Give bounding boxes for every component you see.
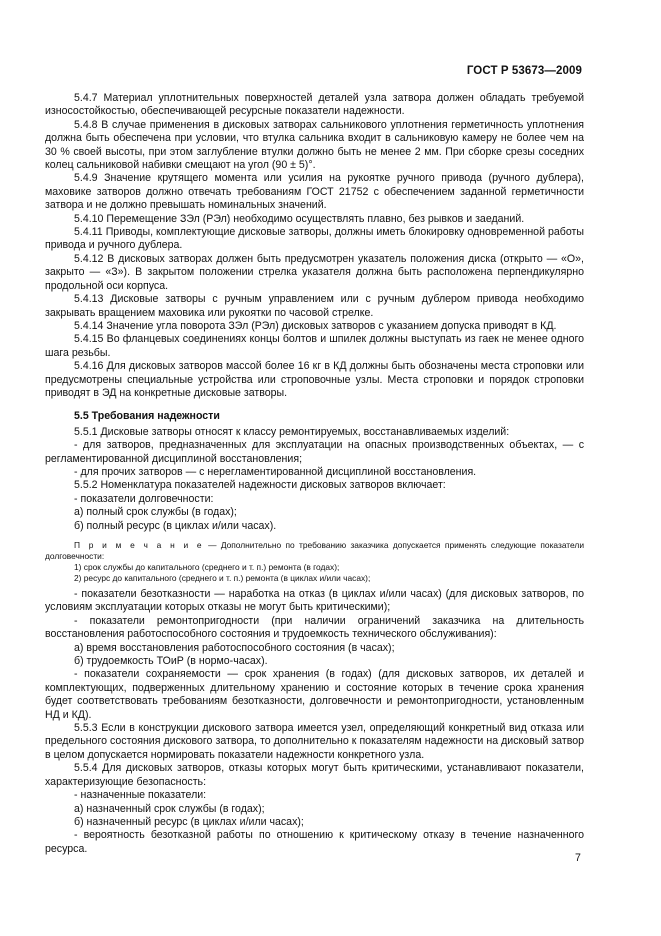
list-item: - показатели сохраняемости — срок хранения (в годах) (для дисковых затворов, их деталей и комплектующих, подверженных длительному хранению и состояние которых в течение срока хранения будет соответствовать требованиям безотказности, долговечности и ремонтопригодности, установленным НД и КД). [45,668,584,721]
paragraph-5-5-4: 5.5.4 Для дисковых затворов, отказы которых могут быть критическими, устанавливают показатели, характеризующие безопасность: [45,762,584,788]
note-item: 2) ресурс до капитального (среднего и т. п.) ремонта (в циклах и/или часах); [74,573,371,583]
paragraph-5-4-16: 5.4.16 Для дисковых затворов массой более 16 кг в КД должны быть обозначены места строповки или предусмотрены специальные устройства или строповочные узлы. Места строповки и порядок строповки приводят в ЭД на конкретные дисковые затворы. [45,360,584,399]
list-item: - показатели долговечности: [74,492,214,505]
note-label: П р и м е ч а н и е [74,540,204,550]
list-item: - для затворов, предназначенных для эксплуатации на опасных производственных объектах, — с регламентированной дисциплиной восстановления; [45,439,584,465]
paragraph-5-4-11: 5.4.11 Приводы, комплектующие дисковые затворы, должны иметь блокировку одновременной работы привода и ручного дублера. [45,226,584,252]
list-item: а) время восстановления работоспособного состояния (в часах); [74,641,395,654]
paragraph-5-4-9: 5.4.9 Значение крутящего момента или усилия на рукоятке ручного привода (ручного дублера), маховике затворов должно отвечать требованиям ГОСТ 21752 с обеспечением заданной герметичности затвора и не должно превышать номинальных значений. [45,172,584,212]
paragraph-5-4-8: 5.4.8 В случае применения в дисковых затворах сальникового уплотнения герметичность уплотнения должна быть обеспечена при условии, что втулка сальника входит в сальниковую камеру не более чем на 30 % своей высоты, при этом заглубление втулки должно быть не менее 2 мм. При сборке срезы соседних колец сальниковой набивки смещают на угол (90 ± 5)°. [45,118,584,172]
paragraph-5-4-13: 5.4.13 Дисковые затворы с ручным управлением или с ручным дублером привода необходимо закрывать вращением маховика или рукоятки по часовой стрелке. [45,293,584,319]
paragraph-5-5-3: 5.5.3 Если в конструкции дискового затвора имеется узел, определяющий конкретный вид отказа или предельного состояния дискового затвора, то дополнительно к показателям надежности на дисковый затвор в целом допускается нормировать показатели надежности конкретного узла. [45,722,584,761]
paragraph-5-5-2: 5.5.2 Номенклатура показателей надежности дисковых затворов включает: [74,479,446,492]
list-item: б) назначенный ресурс (в циклах и/или часах); [74,815,304,828]
list-item: а) назначенный срок службы (в годах); [74,802,265,815]
note-item: 1) срок службы до капитального (среднего и т. п.) ремонта (в годах); [74,562,340,572]
list-item: - показатели безотказности — наработка на отказ (в циклах и/или часах) (для дисковых затворов, по условиям эксплуатации которых отказы не могут быть критическими); [45,588,584,614]
list-item: - вероятность безотказной работы по отношению к критическому отказу в течение назначенного ресурса. [45,829,584,855]
page-number: 7 [575,852,581,864]
list-item: - показатели ремонтопригодности (при наличии ограничений заказчика на длительность восстановления работоспособного состояния и трудоемкость технического обслуживания): [45,614,584,641]
document-body [45,92,584,856]
note-paragraph [45,540,584,562]
paragraph-5-4-7: 5.4.7 Материал уплотнительных поверхностей деталей узла затвора должен обладать требуемой износостойкостью, обеспечивающей ресурсные показатели надежности. [45,92,584,118]
paragraph-5-4-12: 5.4.12 В дисковых затворах должен быть предусмотрен указатель положения диска (открыто — «О», закрыто — «З»). В закрытом положении стрелка указателя должна быть расположена перпендикулярно продольной оси корпуса. [45,252,584,292]
paragraph-5-4-14: 5.4.14 Значение угла поворота ЗЭл (РЭл) дисковых затворов с указанием допуска приводят в КД. [74,319,557,332]
paragraph-5-4-15: 5.4.15 Во фланцевых соединениях концы болтов и шпилек должны выступать из гаек не менее одного шага резьбы. [45,333,584,359]
note-block [45,540,584,584]
document-header: ГОСТ Р 53673—2009 [466,65,582,77]
list-item: - назначенные показатели: [74,789,207,802]
list-item: а) полный срок службы (в годах); [74,506,237,519]
paragraph-5-4-10: 5.4.10 Перемещение ЗЭл (РЭл) необходимо осуществлять плавно, без рывков и заеданий. [74,212,525,225]
paragraph-5-5-1: 5.5.1 Дисковые затворы относят к классу ремонтируемых, восстанавливаемых изделий: [74,425,510,438]
section-heading-5-5: 5.5 Требования надежности [74,410,220,423]
note-text: — Дополнительно по требованию заказчика допускается применять следующие показатели долговечности: [45,540,584,561]
list-item: б) трудоемкость ТОиР (в нормо-часах). [74,655,268,668]
list-item: - для прочих затворов — с нерегламентированной дисциплиной восстановления. [74,465,477,478]
list-item: б) полный ресурс (в циклах и/или часах). [74,519,277,532]
